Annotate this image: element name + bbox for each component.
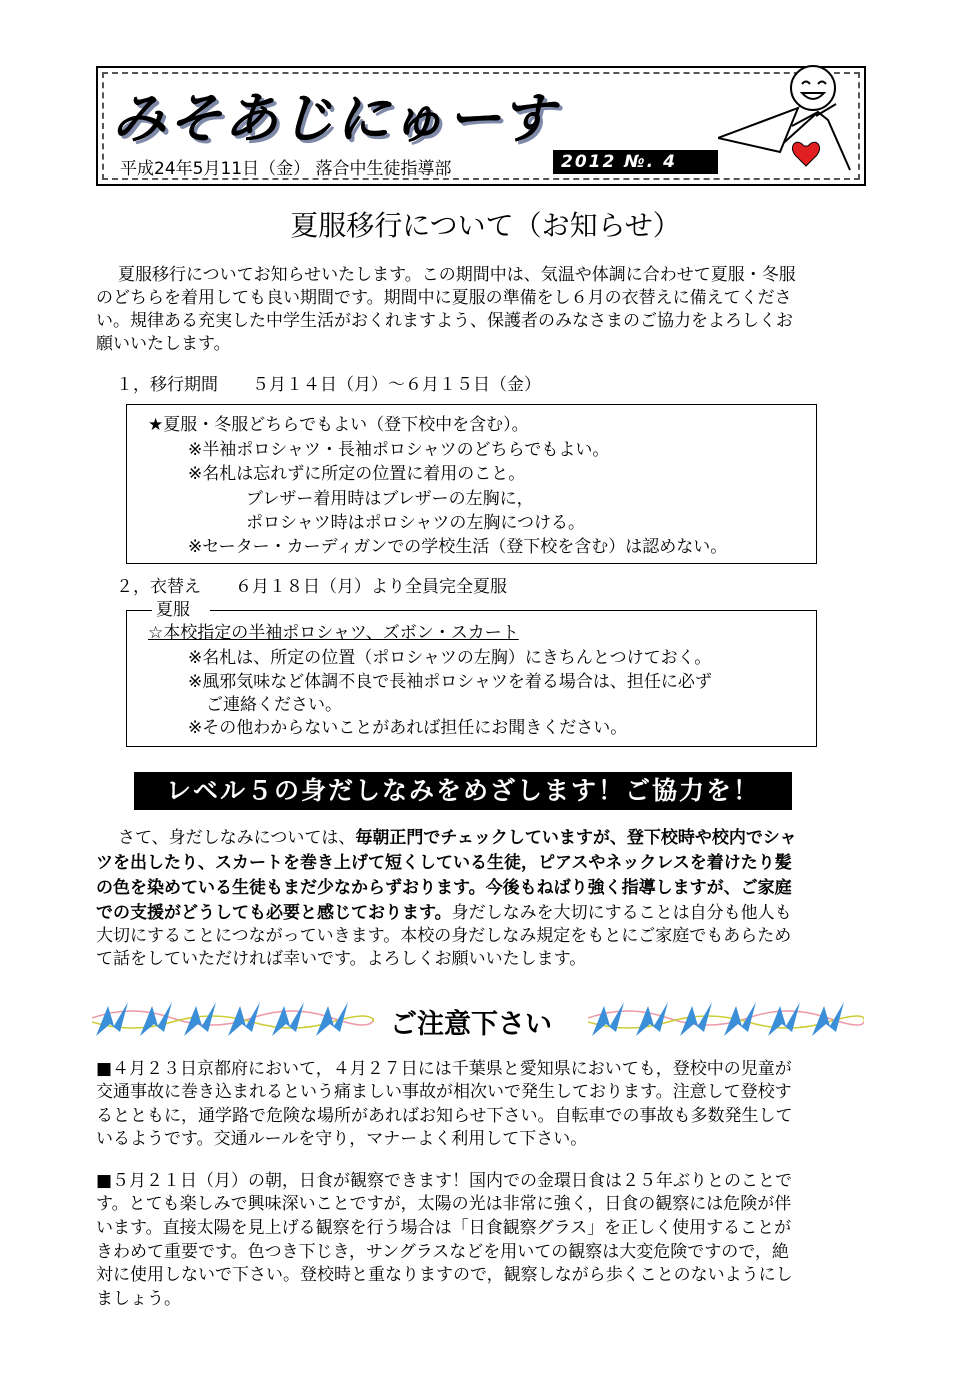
notice-line: ■５月２１日（月）の朝，日食が観察できます！国内での金環日食は２５年ぶりとのことで: [96, 1171, 793, 1191]
notice-line: ■４月２３日京都府において，４月２７日には千葉県と愛知県においても，登校中の児童が: [96, 1059, 792, 1079]
notice-line: 交通事故に巻き込まれるという痛ましい事故が相次いで発生しております。注意して登校す: [96, 1082, 792, 1102]
grooming-text: 身だしなみを大切にすることは自分も他人も: [451, 903, 792, 923]
section2-line: ※名札は、所定の位置（ポロシャツの左胸）にきちんとつけておく。: [188, 648, 712, 668]
page-title: 夏服移行について（お知らせ）: [290, 209, 681, 242]
intro-line: い。規律ある充実した中学生活がおくれますよう、保護者のみなさまのご協力をよろしくお: [96, 311, 793, 331]
notice-line: います。直接太陽を見上げる観察を行う場合は「日食観察グラス」を正しく使用することが: [96, 1218, 792, 1238]
section1-heading: １，移行期間 ５月１４日（月）～６月１５日（金）: [116, 375, 541, 395]
grooming-text-bold: 毎朝正門でチェックしていますが、登下校時や校内でシャ: [355, 828, 797, 848]
grooming-line: [118, 827, 796, 850]
section1-line: ブレザー着用時はブレザーの左胸に，: [246, 489, 534, 509]
section1-line: ※名札は忘れずに所定の位置に着用のこと。: [188, 464, 526, 484]
notice-heading: ご注意下さい: [390, 1009, 552, 1040]
notice-line: 対に使用しないで下さい。登校時と重なりますので，観察しながら歩くことのないようにし: [96, 1265, 793, 1285]
swallow-border-icon: [588, 996, 864, 1042]
notice-line: ましょう。: [96, 1289, 181, 1309]
swallow-border-icon: [92, 996, 374, 1042]
section1-line: ★夏服・冬服どちらでもよい（登下校中を含む）。: [148, 415, 529, 435]
notice-line: す。とても楽しみで興味深いことですが，太陽の光は非常に強く，日食の観察には危険が伴: [96, 1194, 792, 1214]
section2-line: ※その他わからないことがあれば担任にお聞きください。: [188, 718, 628, 738]
grooming-line: [96, 902, 792, 925]
section1-line: ※セーター・カーディガンでの学校生活（登下校を含む）は認めない。: [188, 537, 728, 557]
grooming-text-bold: での支援がどうしても必要と感じております。: [96, 903, 452, 923]
intro-line: 願いいたします。: [96, 334, 231, 354]
section2-line: ※風邪気味など体調不良で長袖ポロシャツを着る場合は、担任に必ず: [188, 672, 712, 692]
grooming-line: の色を染めている生徒もまだ少なからずおります。今後もねばり強く指導しますが、ご家庭: [96, 878, 792, 898]
grooming-text: さて、身だしなみについては、: [118, 828, 356, 848]
intro-line: 夏服移行についてお知らせいたします。この期間中は、気温や体調に合わせて夏服・冬服: [118, 265, 796, 285]
masthead: [96, 66, 866, 186]
section2-heading: ２，衣替え ６月１８日（月）より全員完全夏服: [116, 577, 507, 597]
section2-line: ☆本校指定の半袖ポロシャツ、ズボン・スカート: [148, 623, 519, 643]
issue-date: 平成24年5月11日（金） 落合中生徒指導部: [120, 159, 452, 179]
newsletter-title: みそあじにゅーす: [112, 76, 556, 153]
section1-line: ※半袖ポロシャツ・長袖ポロシャツのどちらでもよい。: [188, 440, 610, 460]
section2-box-label: 夏服: [152, 599, 210, 622]
notice-line: るとともに，通学路で危険な場所があればお知らせ下さい。自転車での事故も多数発生して: [96, 1106, 793, 1126]
notice-line: いるようです。交通ルールを守り，マナーよく利用して下さい。: [96, 1129, 588, 1149]
grooming-line: ツを出したり、スカートを巻き上げて短くしている生徒，ピアスやネックレスを着けたり髪: [96, 853, 792, 873]
intro-line: のどちらを着用しても良い期間です。期間中に夏服の準備をし６月の衣替えに備えてくださ: [96, 288, 792, 308]
grooming-line: 大切にすることにつながっていきます。本校の身だしなみ規定をもとにご家庭でもあらため: [96, 926, 792, 946]
smiley-mascot-icon: [718, 60, 858, 180]
section2-line: ご連絡ください。: [206, 695, 342, 715]
notice-line: きわめて重要です。色つき下じき，サングラスなどを用いての観察は大変危険ですので，絶: [96, 1242, 789, 1262]
grooming-banner: レベル５の身だしなみをめざします！ご協力を！: [134, 772, 792, 810]
section1-line: ポロシャツ時はポロシャツの左胸につける。: [246, 513, 585, 533]
issue-number: 2012 №. 4: [553, 150, 718, 174]
grooming-line: て話をしていただければ幸いです。よろしくお願いいたします。: [96, 949, 587, 969]
